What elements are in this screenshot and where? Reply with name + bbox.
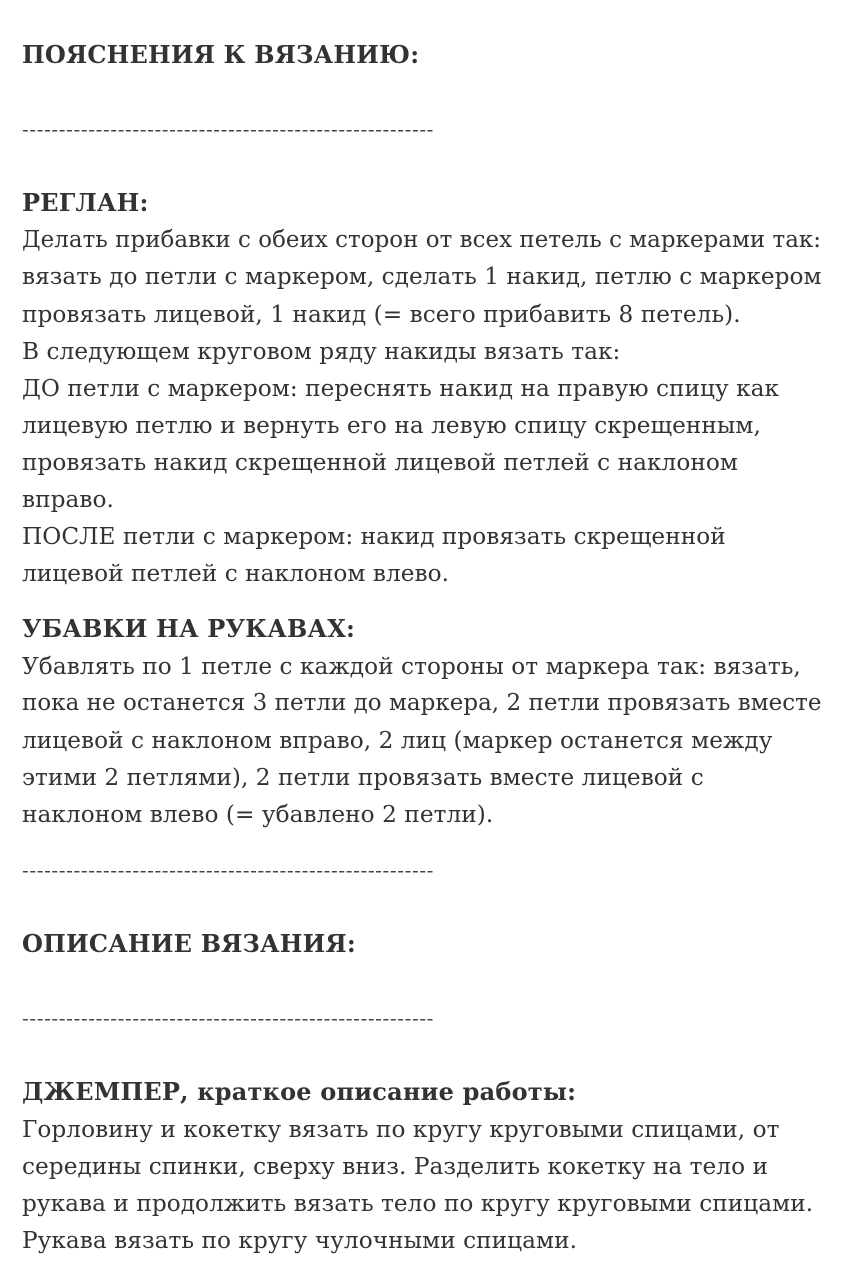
raglan-text (22, 222, 832, 592)
raglan-line: вязать до петли с маркером, сделать 1 накид, петлю с маркером (22, 264, 822, 290)
jumper-line: Рукава вязать по кругу чулочными спицами. (22, 1227, 578, 1254)
divider-2: -------------------------------------------------------- (22, 858, 435, 882)
raglan-line: ПОСЛЕ петли с маркером: накид провязать скрещенной (22, 523, 726, 550)
raglan-line: лицевую петлю и вернуть его на левую спицу скрещенным, (22, 412, 761, 439)
jumper-heading: ДЖЕМПЕР, краткое описание работы: (22, 1077, 577, 1106)
raglan-line: В следующем круговом ряду накиды вязать так: (22, 338, 621, 365)
knitting-description-heading: ОПИСАНИЕ ВЯЗАНИЯ: (22, 929, 356, 958)
sleeve-decreases-line: лицевой с наклоном вправо, 2 лиц (маркер останется между (22, 727, 773, 754)
sleeve-decreases-line: наклоном влево (= убавлено 2 петли). (22, 801, 494, 828)
explanations-heading: ПОЯСНЕНИЯ К ВЯЗАНИЮ: (22, 40, 420, 69)
raglan-line: вправо. (22, 486, 114, 513)
divider-1: -------------------------------------------------------- (22, 117, 435, 141)
sleeve-decreases-line: Убавлять по 1 петле с каждой стороны от маркера так: вязать, (22, 653, 801, 680)
raglan-line: лицевой петлей с наклоном влево. (22, 560, 450, 587)
jumper-line: рукава и продолжить вязать тело по кругу круговыми спицами. (22, 1190, 814, 1217)
sleeve-decreases-line: этими 2 петлями), 2 петли провязать вместе лицевой с (22, 764, 704, 791)
raglan-line: провязать накид скрещенной лицевой петлей с наклоном (22, 449, 738, 476)
sleeve-decreases-text (22, 648, 832, 833)
jumper-line: Горловину и кокетку вязать по кругу круговыми спицами, от (22, 1116, 780, 1143)
sleeve-decreases-heading: УБАВКИ НА РУКАВАХ: (22, 614, 356, 643)
raglan-line: Делать прибавки с обеих сторон от всех петель с маркерами так: (22, 227, 822, 253)
raglan-line: провязать лицевой, 1 накид (= всего прибавить 8 петель). (22, 301, 741, 328)
raglan-heading: РЕГЛАН: (22, 188, 149, 217)
divider-3: -------------------------------------------------------- (22, 1006, 435, 1030)
jumper-line: середины спинки, сверху вниз. Разделить кокетку на тело и (22, 1153, 769, 1180)
raglan-line: ДО петли с маркером: переснять накид на правую спицу как (22, 375, 780, 402)
sleeve-decreases-line: пока не останется 3 петли до маркера, 2 петли провязать вместе (22, 690, 822, 716)
jumper-text (22, 1111, 832, 1259)
